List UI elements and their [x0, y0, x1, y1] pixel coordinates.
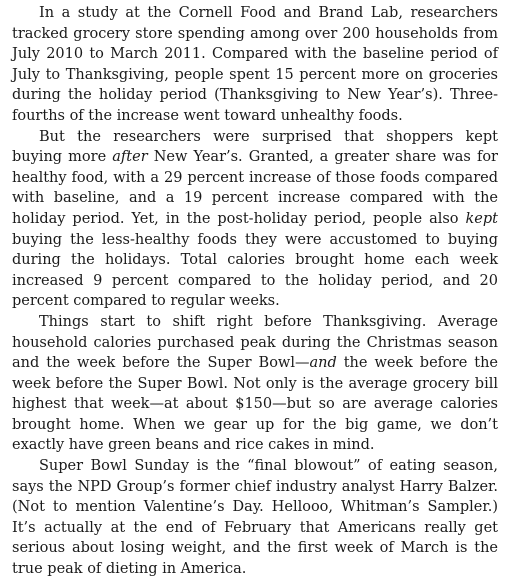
paragraph-2-text-c: buying the less-healthy foods they were accustomed to buying during the holidays. Total calories brought home each week increased 9 percent compared to the holiday period, and 20 percent compared to regular weeks. — [12, 231, 498, 310]
emphasis-kept: kept — [465, 210, 498, 227]
paragraph-3-text-b: the week before the week before the Super Bowl. Not only is the average grocery bill highest that week—at about $150—but so are average calories brought home. When we gear up for the big game, we don’t exactly have green beans and rice cakes in mind. — [12, 355, 498, 454]
document-page — [12, 3, 498, 580]
paragraph-1 — [12, 3, 498, 127]
paragraph-2-text-b: New Year’s. Granted, a greater share was for healthy food, with a 29 percent increase of those foods compared with baseline, and a 19 percent increase compared with the holiday period. Yet, in the post-holiday period, people also — [12, 149, 498, 227]
paragraph-2 — [12, 127, 498, 312]
emphasis-after: after — [112, 149, 148, 166]
paragraph-3-text-a: Things start to shift right before Thanksgiving. Average household calories purchased peak during the Christmas season and the week before the Super Bowl— — [12, 313, 498, 372]
paragraph-4 — [12, 456, 498, 580]
paragraph-3 — [12, 312, 498, 456]
paragraph-2-text-a: But the researchers were surprised that shoppers kept buying more — [12, 128, 498, 166]
paragraph-1-text: In a study at the Cornell Food and Brand Lab, researchers tracked grocery store spending among over 200 households from July 2010 to March 2011. Compared with the baseline period of July to Thanksgiving, people spent 15 percent more on groceries during the holiday period (Thanksgiving to New Year’s). Three-fourths of the increase went toward unhealthy foods. — [12, 5, 498, 124]
emphasis-and: and — [309, 355, 337, 372]
paragraph-4-text: Super Bowl Sunday is the “final blowout” of eating season, says the NPD Group’s former chief industry analyst Harry Balzer. (Not to mention Valentine’s Day. Hellooo, Whitman’s Sampler.) It’s actually at the end of February that Americans really get serious about losing weight, and the first week of March is the true peak of dieting in America. — [12, 458, 498, 578]
